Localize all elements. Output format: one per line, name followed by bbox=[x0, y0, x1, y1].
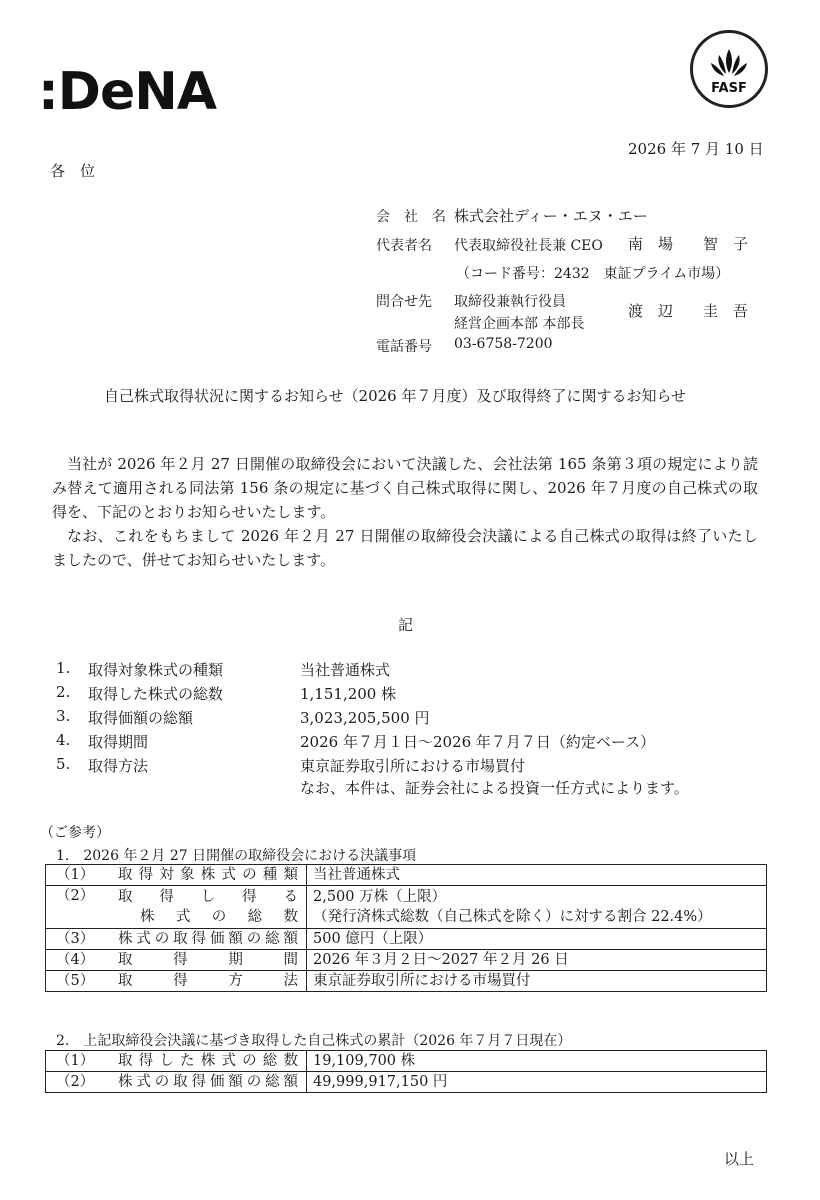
body-paragraph-1: 当社が 2026 年２月 27 日開催の取締役会において決議した、会社法第 165 条第３項の規定により読み替えて適用される同法第 156 条の規定に基づく自己株式取得に関し、2026 年７月度の自己株式の取得を、下記のとおりお知らせいたします。 bbox=[52, 455, 758, 521]
item-value: 3,023,205,500 円 bbox=[300, 709, 430, 727]
contact-name: 渡 辺 圭 吾 bbox=[628, 302, 749, 320]
row-number: （1） bbox=[46, 865, 113, 886]
reference-section-2-title: 2. 上記取締役会決議に基づき取得した自己株式の累計（2026 年７月７日現在） bbox=[56, 1033, 572, 1049]
item-value: 当社普通株式 bbox=[300, 661, 391, 679]
item-value: 1,151,200 株 bbox=[300, 685, 397, 703]
item-label: 取得した株式の総数 bbox=[88, 685, 224, 703]
row-number: （2） bbox=[46, 1072, 113, 1093]
row-number: （1） bbox=[46, 1051, 113, 1072]
table-row bbox=[46, 886, 767, 929]
row-value: 500 億円（上限） bbox=[307, 929, 767, 950]
contact-label: 問合せ先 bbox=[376, 294, 432, 310]
company-name-value: 株式会社ディー・エヌ・エー bbox=[454, 207, 648, 225]
resolution-table bbox=[45, 864, 767, 992]
phone-label: 電話番号 bbox=[376, 339, 432, 355]
ki-marker: 記 bbox=[398, 616, 414, 634]
cumulative-table bbox=[45, 1050, 767, 1093]
contact-title-1: 取締役兼執行役員 bbox=[454, 294, 566, 310]
row-value: 東京証券取引所における市場買付 bbox=[307, 971, 767, 992]
row-value-line-2: （発行済株式総数（自己株式を除く）に対する割合 22.4%） bbox=[313, 909, 712, 925]
item-label: 取得方法 bbox=[88, 757, 149, 775]
row-value: 2026 年３月２日～2027 年２月 26 日 bbox=[307, 950, 767, 971]
row-value: 2,500 万株（上限） bbox=[313, 889, 447, 905]
item-label: 取得価額の総額 bbox=[88, 709, 194, 727]
phone-value: 03-6758-7200 bbox=[454, 336, 553, 352]
company-logo: :DeNA bbox=[38, 62, 216, 122]
addressee: 各 位 bbox=[50, 162, 96, 180]
row-label: 取得方法 bbox=[112, 971, 307, 992]
table-row bbox=[46, 1051, 767, 1072]
row-label: 取得期間 bbox=[112, 950, 307, 971]
representative-label: 代表者名 bbox=[376, 238, 432, 254]
body-paragraph-2: なお、これをもちまして 2026 年２月 27 日開催の取締役会決議による自己株式の取得は終了いたしましたので、併せてお知らせいたします。 bbox=[52, 527, 758, 569]
table-row bbox=[46, 950, 767, 971]
representative-name: 南 場 智 子 bbox=[628, 235, 749, 253]
reference-heading: （ご参考） bbox=[40, 825, 110, 841]
document-title: 自己株式取得状況に関するお知らせ（2026 年７月度）及び取得終了に関するお知らせ bbox=[104, 387, 687, 405]
reference-section-1-title: 1. 2026 年２月 27 日開催の取締役会における決議事項 bbox=[56, 848, 417, 864]
seal-label: FASF bbox=[711, 81, 747, 96]
contact-title-2: 経営企画本部 本部長 bbox=[454, 316, 585, 332]
closing-mark: 以上 bbox=[724, 1150, 755, 1168]
fasf-seal-icon bbox=[690, 30, 768, 108]
issue-date: 2026 年 7 月 10 日 bbox=[628, 140, 764, 158]
item-value: 東京証券取引所における市場買付 bbox=[300, 757, 526, 775]
row-label-cell bbox=[112, 886, 307, 929]
stock-code-line: （コード番号：2432 東証プライム市場） bbox=[456, 266, 730, 282]
item-number: 5. bbox=[56, 755, 71, 773]
row-label: 株式の取得価額の総額 bbox=[112, 1072, 307, 1093]
row-number: （3） bbox=[46, 929, 113, 950]
row-number: （5） bbox=[46, 971, 113, 992]
item-value: 2026 年７月１日～2026 年７月７日（約定ベース） bbox=[300, 733, 656, 751]
item-number: 3. bbox=[56, 707, 71, 725]
row-value: 当社普通株式 bbox=[307, 865, 767, 886]
row-label: 取得対象株式の種類 bbox=[112, 865, 307, 886]
row-value: 49,999,917,150 円 bbox=[307, 1072, 767, 1093]
table-row bbox=[46, 1072, 767, 1093]
row-value-cell bbox=[307, 886, 767, 929]
item-label: 取得対象株式の種類 bbox=[88, 661, 224, 679]
row-label-line-2: 株式の総数 bbox=[140, 909, 298, 925]
representative-title: 代表取締役社長兼 CEO bbox=[454, 238, 603, 254]
item-number: 2. bbox=[56, 683, 71, 701]
item-label: 取得期間 bbox=[88, 733, 149, 751]
row-label: 取得し得る bbox=[118, 889, 298, 905]
table-row bbox=[46, 971, 767, 992]
row-value: 19,109,700 株 bbox=[307, 1051, 767, 1072]
row-label: 株式の取得価額の総額 bbox=[112, 929, 307, 950]
item-number: 1. bbox=[56, 659, 71, 677]
item-number: 4. bbox=[56, 731, 71, 749]
item-note: なお、本件は、証券会社による投資一任方式によります。 bbox=[300, 779, 689, 797]
row-label: 取得した株式の総数 bbox=[112, 1051, 307, 1072]
row-number: （4） bbox=[46, 950, 113, 971]
row-number: （2） bbox=[46, 886, 113, 929]
table-row bbox=[46, 929, 767, 950]
table-row bbox=[46, 865, 767, 886]
company-name-label: 会 社 名 bbox=[376, 209, 446, 225]
